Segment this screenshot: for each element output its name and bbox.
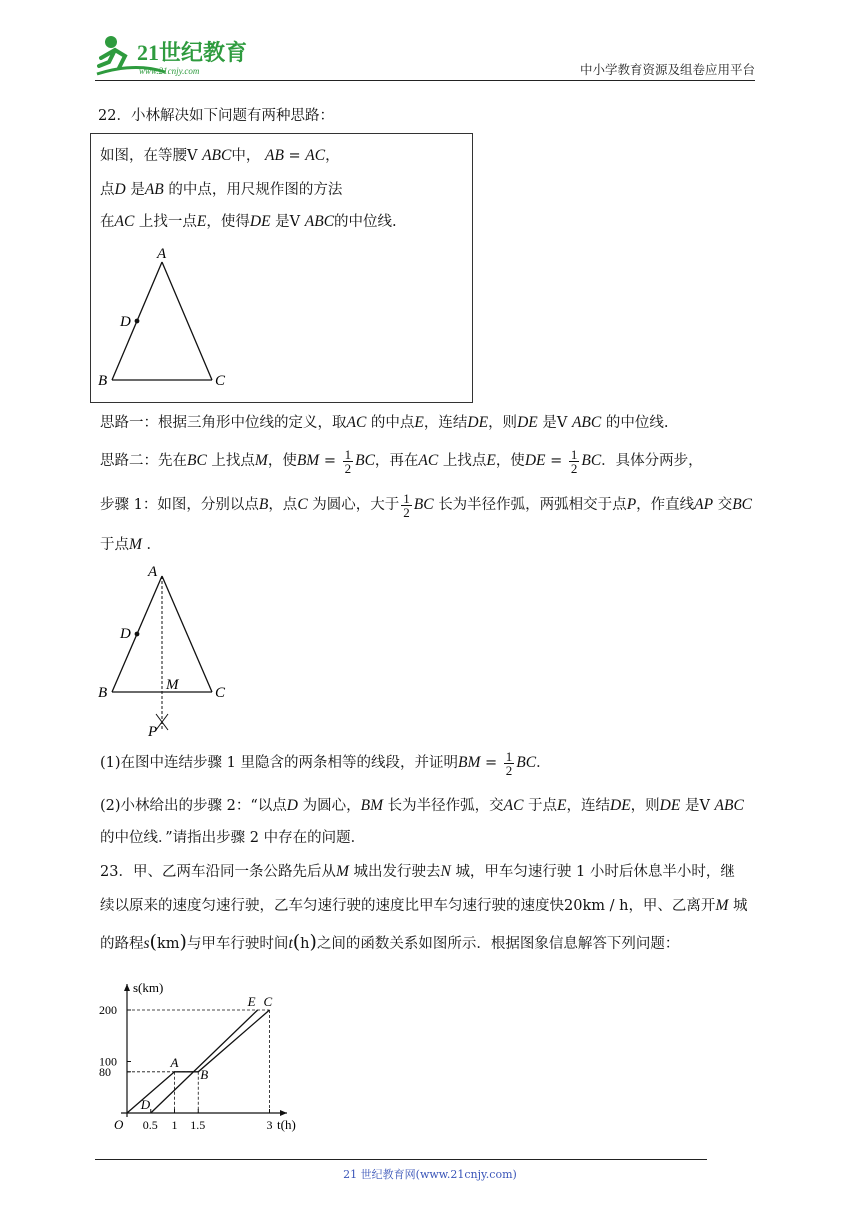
- fig2-label-b: B: [98, 685, 108, 701]
- point-label-B: B: [200, 1066, 209, 1082]
- box-line-1: 如图，在等腰V ABC中， AB = AC，: [100, 147, 340, 164]
- point-label-A: A: [170, 1054, 179, 1070]
- box-line-2: 点D 是AB 的中点，用尺规作图的方法: [100, 181, 343, 198]
- fig1-label-c: C: [215, 373, 226, 389]
- fig1-label-b: B: [98, 373, 108, 389]
- point-label-C: C: [263, 994, 273, 1009]
- fig2-label-a: A: [148, 564, 158, 580]
- header-platform-text: 中小学教育资源及组卷应用平台: [579, 62, 755, 77]
- x-axis-arrow: [280, 1110, 287, 1116]
- idea-1: 思路一：根据三角形中位线的定义，取AC 的中点E，连结DE，则DE 是V ABC 的中位线.: [100, 414, 669, 431]
- part-1: (1)在图中连结步骤 1 里隐含的两条相等的线段，并证明BM = $\frac{1}{2}$ BC．: [100, 748, 551, 778]
- x-axis-label: t(h): [277, 1117, 296, 1132]
- part-2-cont: 的中位线．”请指出步骤 2 中存在的问题．: [100, 830, 366, 846]
- header-divider: [95, 80, 755, 81]
- y-axis-label: s(km): [133, 980, 164, 995]
- triangle-figure-1: [90, 240, 250, 400]
- q23-line-1: 23．甲、乙两车沿同一条公路先后从M 城出发行驶去N 城，甲车匀速行驶 1 小时后休息半小时，继: [100, 863, 735, 880]
- step-1-cont: 于点M ．: [100, 536, 162, 553]
- x-tick-label-1: 1: [171, 1118, 178, 1132]
- x-tick-label-3: 3: [266, 1118, 273, 1132]
- q23-line-3: 的路程s(km)与甲车行驶时间t(h)之间的函数关系如图所示．根据图象信息解答下列问题：: [100, 931, 680, 953]
- footer-divider: [95, 1159, 707, 1160]
- series-line-2: [151, 1010, 258, 1113]
- y-axis-arrow: [124, 984, 130, 991]
- fig2-label-m: M: [166, 677, 179, 693]
- triangle-figure-2: [90, 558, 250, 742]
- point-d-dot: [135, 319, 140, 324]
- q22-intro: 22．小林解决如下问题有两种思路：: [98, 108, 334, 124]
- point-label-E: E: [247, 994, 256, 1009]
- logo-url: www.21cnjy.com: [139, 66, 200, 76]
- runner-icon: [95, 32, 260, 80]
- q23-line-2: 续以原来的速度匀速行驶，乙车匀速行驶的速度比甲车匀速行驶的速度快20km / h，甲、乙离开M 城: [100, 897, 748, 914]
- site-logo: [95, 32, 260, 80]
- y-tick-label-200: 200: [99, 1003, 117, 1017]
- logo-text: 21世纪教育: [137, 40, 248, 65]
- fig1-label-d: D: [120, 314, 131, 330]
- footer-text: 21 世纪教育网(www.21cnjy.com): [343, 1168, 517, 1181]
- distance-time-chart: [95, 978, 325, 1138]
- x-tick-label-1.5: 1.5: [190, 1118, 206, 1132]
- step-1: 步骤 1：如图，分别以点B，点C 为圆心，大于 $\frac{1}{2}$ BC 长为半径作弧，两弧相交于点P，作直线AP 交BC: [100, 490, 753, 520]
- origin-label: O: [114, 1117, 124, 1132]
- y-tick-label-100: 100: [99, 1054, 117, 1069]
- y-tick-label-80: 80: [99, 1064, 111, 1079]
- fig2-label-c: C: [215, 685, 226, 701]
- part-2: (2)小林给出的步骤 2：“以点D 为圆心，BM 长为半径作弧，交AC 于点E，连结DE，则DE 是V ABC: [100, 797, 744, 814]
- idea-2: 思路二：先在BC 上找点M，使BM = $\frac{1}{2}$ BC，再在AC 上找点E，使DE = $\frac{1}{2}$ BC．具体分两步，: [100, 446, 703, 476]
- x-tick-label-0.5: 0.5: [142, 1118, 158, 1132]
- fig2-label-p: P: [148, 724, 158, 740]
- chart-labels: [99, 980, 296, 1132]
- point-label-D: D: [140, 1097, 151, 1112]
- fig1-label-a: A: [157, 246, 167, 262]
- box-line-3: 在AC 上找一点E，使得DE 是V ABC的中位线.: [100, 213, 397, 230]
- fig2-label-d: D: [120, 626, 131, 642]
